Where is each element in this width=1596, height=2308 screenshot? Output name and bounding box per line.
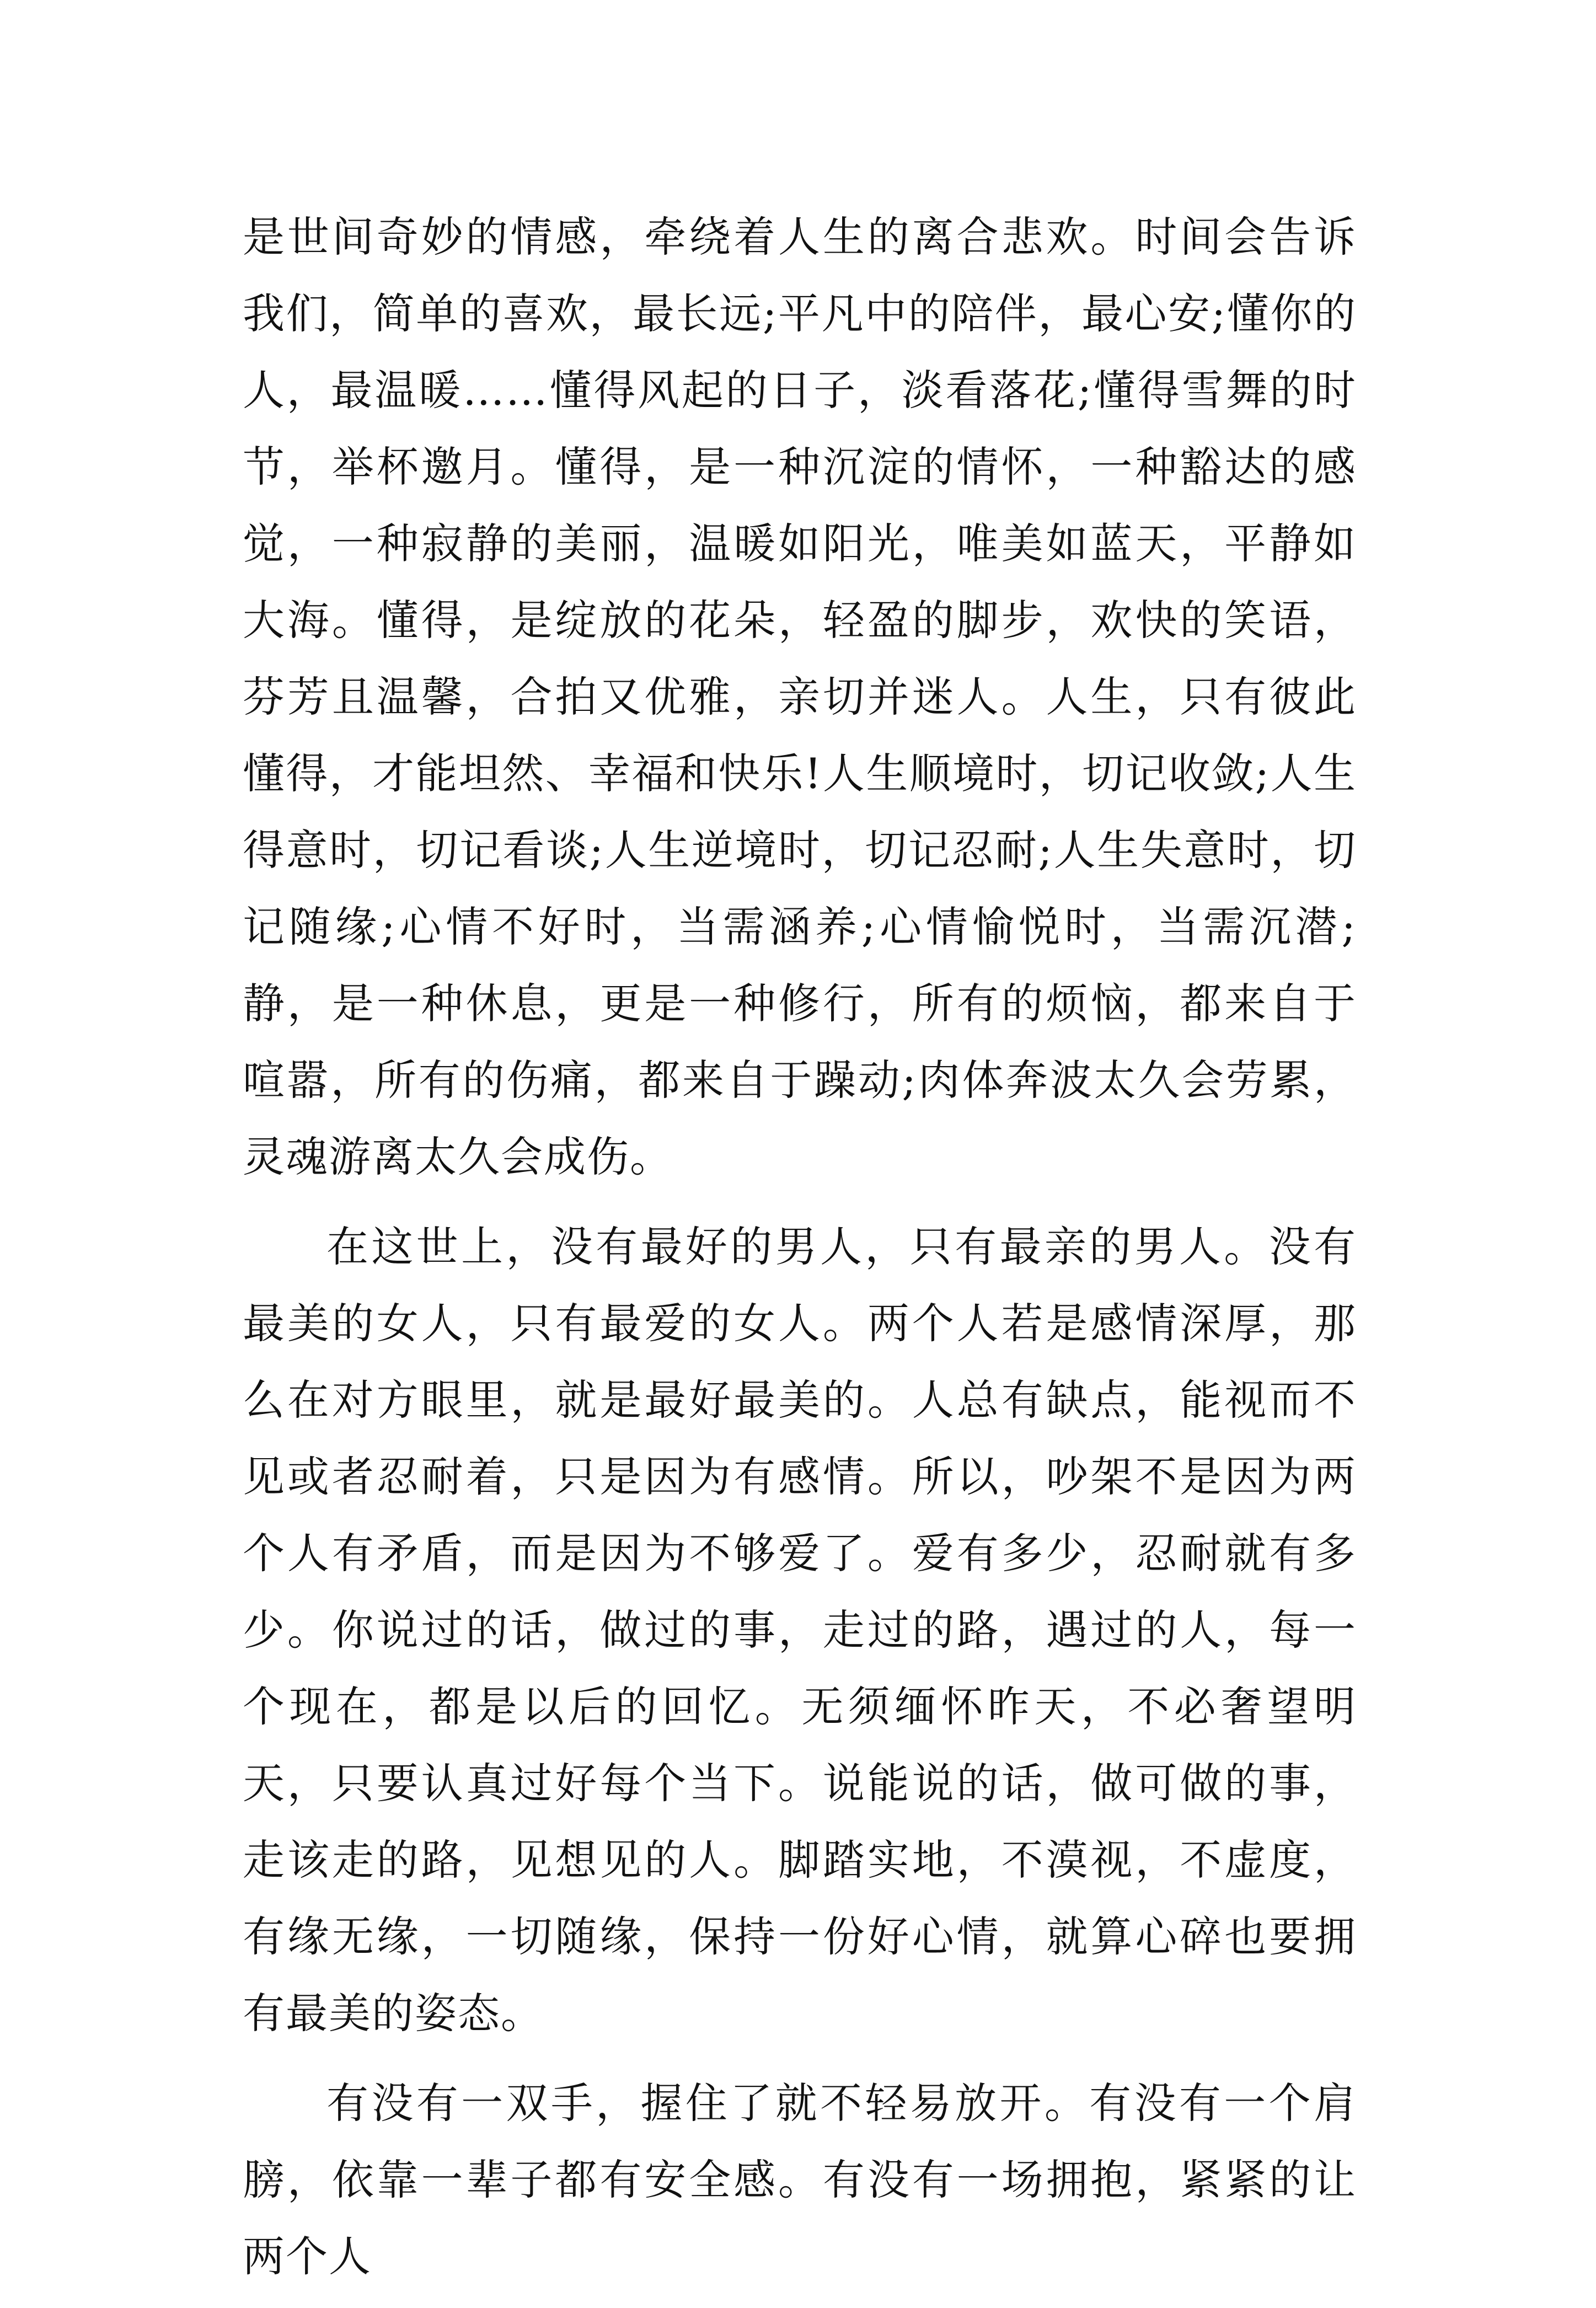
document-body [243, 199, 1357, 2308]
paragraph-3: 有没有一双手，握住了就不轻易放开。有没有一个肩膀，依靠一辈子都有安全感。有没有一场拥抱，紧紧的让两个人 [243, 2079, 1357, 2281]
paragraph-1: 是世间奇妙的情感，牵绕着人生的离合悲欢。时间会告诉我们，简单的喜欢，最长远;平凡中的陪伴，最心安;懂你的人，最温暖……懂得风起的日子，淡看落花;懂得雪舞的时节，举杯邀月。懂得，是一种沉淀的情怀，一种豁达的感觉，一种寂静的美丽，温暖如阳光，唯美如蓝天，平静如大海。懂得，是绽放的花朵，轻盈的脚步，欢快的笑语，芬芳且温馨，合拍又优雅，亲切并迷人。人生，只有彼此懂得，才能坦然、幸福和快乐!人生顺境时，切记收敛;人生得意时，切记看谈;人生逆境时，切记忍耐;人生失意时，切记随缘;心情不好时，当需涵养;心情愉悦时，当需沉潜;静，是一种休息，更是一种修行，所有的烦恼，都来自于喧嚣，所有的伤痛，都来自于躁动;肉体奔波太久会劳累，灵魂游离太久会成伤。 [243, 212, 1357, 1181]
paragraph-2: 在这世上，没有最好的男人，只有最亲的男人。没有最美的女人，只有最爱的女人。两个人若是感情深厚，那么在对方眼里，就是最好最美的。人总有缺点，能视而不见或者忍耐着，只是因为有感情。所以，吵架不是因为两个人有矛盾，而是因为不够爱了。爱有多少，忍耐就有多少。你说过的话，做过的事，走过的路，遇过的人，每一个现在，都是以后的回忆。无须缅怀昨天，不必奢望明天，只要认真过好每个当下。说能说的话，做可做的事，走该走的路，见想见的人。脚踏实地，不漠视，不虚度，有缘无缘，一切随缘，保持一份好心情，就算心碎也要拥有最美的姿态。 [243, 1222, 1357, 2038]
